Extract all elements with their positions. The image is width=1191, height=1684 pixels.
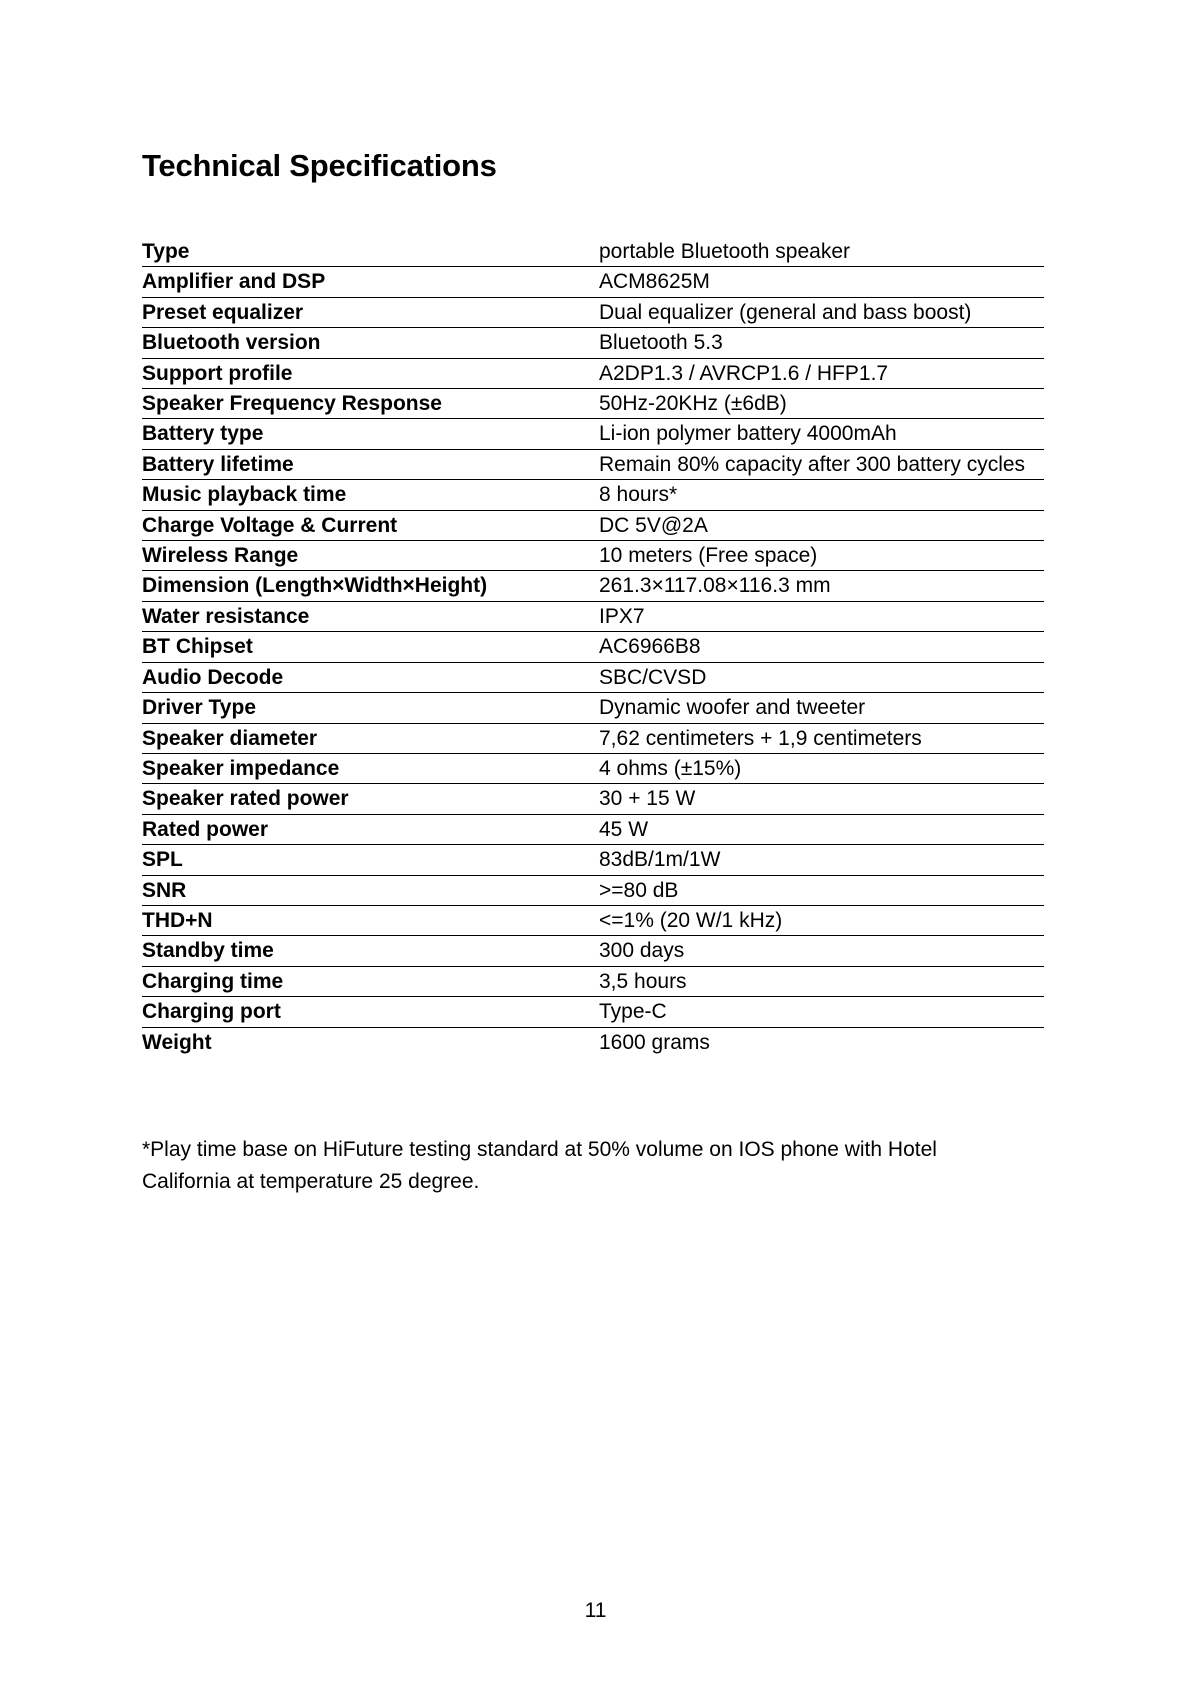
spec-value: SBC/CVSD bbox=[599, 662, 1044, 692]
spec-value: Dual equalizer (general and bass boost) bbox=[599, 297, 1044, 327]
spec-label: Charging time bbox=[142, 966, 599, 996]
spec-row-charging-time bbox=[142, 966, 1044, 996]
spec-label: Speaker Frequency Response bbox=[142, 389, 599, 419]
spec-value: ACM8625M bbox=[599, 267, 1044, 297]
spec-value: Li-ion polymer battery 4000mAh bbox=[599, 419, 1044, 449]
spec-label: Bluetooth version bbox=[142, 328, 599, 358]
spec-label: Type bbox=[142, 237, 599, 267]
spec-label: Speaker diameter bbox=[142, 723, 599, 753]
spec-label: Weight bbox=[142, 1030, 212, 1054]
spec-value: 10 meters (Free space) bbox=[599, 541, 1044, 571]
footnote: *Play time base on HiFuture testing standard at 50% volume on IOS phone with Hotel California at temperature 25 degree. bbox=[142, 1138, 937, 1193]
spec-row-spl bbox=[142, 845, 1044, 875]
spec-row-wireless-range bbox=[142, 541, 1044, 571]
spec-label: Rated power bbox=[142, 814, 599, 844]
spec-row-water-resistance bbox=[142, 601, 1044, 631]
spec-value: 7,62 centimeters + 1,9 centimeters bbox=[599, 723, 1044, 753]
spec-row-driver-type bbox=[142, 693, 1044, 723]
spec-row-battery-type bbox=[142, 419, 1044, 449]
spec-value: IPX7 bbox=[599, 601, 1044, 631]
spec-row-equalizer bbox=[142, 297, 1044, 327]
spec-label: Speaker rated power bbox=[142, 784, 599, 814]
spec-label: Audio Decode bbox=[142, 662, 599, 692]
spec-row-speaker-impedance bbox=[142, 753, 1044, 783]
spec-value: 3,5 hours bbox=[599, 966, 1044, 996]
spec-value: portable Bluetooth speaker bbox=[599, 237, 1044, 267]
spec-label: Standby time bbox=[142, 936, 599, 966]
spec-value: 1600 grams bbox=[599, 1030, 710, 1054]
spec-value: 30 + 15 W bbox=[599, 784, 1044, 814]
spec-value: 4 ohms (±15%) bbox=[599, 753, 1044, 783]
spec-label: SNR bbox=[142, 875, 599, 905]
spec-label: Dimension (Length×Width×Height) bbox=[142, 571, 599, 601]
spec-row-charging-port bbox=[142, 997, 1044, 1027]
spec-label: Battery lifetime bbox=[142, 449, 599, 479]
spec-value: Bluetooth 5.3 bbox=[599, 328, 1044, 358]
spec-row-type bbox=[142, 237, 1044, 267]
spec-value: AC6966B8 bbox=[599, 632, 1044, 662]
spec-row-thd-n bbox=[142, 905, 1044, 935]
spec-row-snr bbox=[142, 875, 1044, 905]
spec-value: 45 W bbox=[599, 814, 1044, 844]
spec-label: Speaker impedance bbox=[142, 753, 599, 783]
spec-value: 8 hours* bbox=[599, 480, 1044, 510]
spec-value: Remain 80% capacity after 300 battery cycles bbox=[599, 449, 1044, 479]
spec-label: Driver Type bbox=[142, 693, 599, 723]
spec-value: 83dB/1m/1W bbox=[599, 845, 1044, 875]
spec-value: 50Hz-20KHz (±6dB) bbox=[599, 389, 1044, 419]
spec-label: Preset equalizer bbox=[142, 297, 599, 327]
spec-label: Amplifier and DSP bbox=[142, 267, 599, 297]
spec-value: <=1% (20 W/1 kHz) bbox=[599, 905, 1044, 935]
spec-row-standby-time bbox=[142, 936, 1044, 966]
spec-label: Water resistance bbox=[142, 601, 599, 631]
spec-row-bluetooth-version bbox=[142, 328, 1044, 358]
spec-row-frequency-response bbox=[142, 389, 1044, 419]
spec-row-amplifier bbox=[142, 267, 1044, 297]
spec-value: Dynamic woofer and tweeter bbox=[599, 693, 1044, 723]
spec-value: A2DP1.3 / AVRCP1.6 / HFP1.7 bbox=[599, 358, 1044, 388]
spec-value: DC 5V@2A bbox=[599, 510, 1044, 540]
spec-row-rated-power bbox=[142, 814, 1044, 844]
spec-row-weight bbox=[142, 1027, 1044, 1057]
spec-row-audio-decode bbox=[142, 662, 1044, 692]
spec-label: BT Chipset bbox=[142, 632, 599, 662]
spec-label: Music playback time bbox=[142, 480, 599, 510]
spec-row-battery-lifetime bbox=[142, 449, 1044, 479]
spec-label: Wireless Range bbox=[142, 541, 599, 571]
spec-row-dimension bbox=[142, 571, 1044, 601]
spec-label: Battery type bbox=[142, 419, 599, 449]
page-title: Technical Specifications bbox=[142, 148, 497, 183]
spec-value: >=80 dB bbox=[599, 875, 1044, 905]
spec-label: THD+N bbox=[142, 905, 599, 935]
spec-label: SPL bbox=[142, 845, 599, 875]
spec-label: Charge Voltage & Current bbox=[142, 510, 599, 540]
spec-label: Support profile bbox=[142, 358, 599, 388]
spec-label: Charging port bbox=[142, 997, 599, 1027]
spec-value: 261.3×117.08×116.3 mm bbox=[599, 571, 1044, 601]
page-number: 11 bbox=[584, 1599, 607, 1622]
spec-row-bt-chipset bbox=[142, 632, 1044, 662]
spec-value: Type-C bbox=[599, 997, 1044, 1027]
spec-row-speaker-rated-power bbox=[142, 784, 1044, 814]
spec-row-charge-voltage bbox=[142, 510, 1044, 540]
spec-row-playback-time bbox=[142, 480, 1044, 510]
spec-row-support-profile bbox=[142, 358, 1044, 388]
spec-row-speaker-diameter bbox=[142, 723, 1044, 753]
spec-table bbox=[142, 237, 1044, 1057]
spec-value: 300 days bbox=[599, 936, 1044, 966]
